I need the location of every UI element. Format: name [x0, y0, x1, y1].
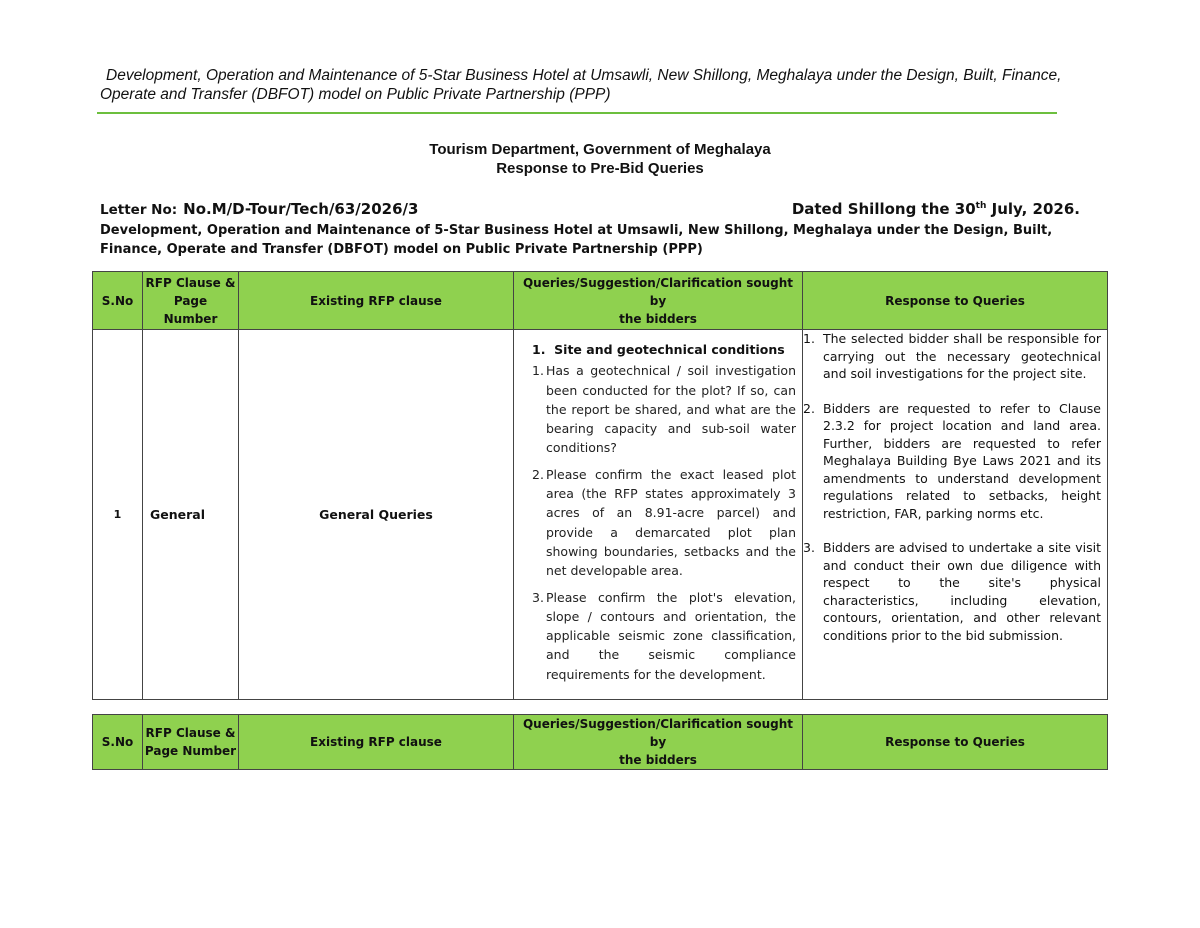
- header-queries-line1: Queries/Suggestion/Clarification sought by: [522, 717, 793, 749]
- queries-table: [92, 271, 1108, 700]
- query-text: Please confirm the exact leased plot area (the RFP states approximately 3 acres of an 8.91-acre parcel) and provide a demarcated plot plan showing boundaries, setbacks and the net developable area.: [546, 466, 796, 579]
- running-header: [100, 66, 1110, 104]
- table-row: [93, 330, 1108, 700]
- date-prefix: Dated Shillong the 30: [791, 200, 976, 218]
- query-heading-num: 1.: [532, 342, 546, 357]
- letter-date: [792, 200, 1080, 218]
- header-queries: [514, 272, 803, 330]
- letter-line: [100, 200, 1080, 220]
- table-header-row: [93, 715, 1108, 770]
- header-existing: Existing RFP clause: [239, 272, 514, 330]
- row-queries: [514, 330, 803, 700]
- doc-title: Response to Pre-Bid Queries: [496, 160, 704, 177]
- query-text: Has a geotechnical / soil investigation been conducted for the plot? If so, can the report be shared, and what are the bearing capacity and sub-soil water conditions?: [546, 363, 796, 456]
- date-suffix-sup: th: [975, 201, 987, 211]
- header-queries: [514, 715, 803, 770]
- response-num: 3.: [803, 540, 815, 555]
- response-text: Bidders are advised to undertake a site visit and conduct their own due diligence with respect to the site's physical characteristics, including elevation, contours, orientation, and other relevant conditions prior to the bid submission.: [823, 540, 1101, 643]
- header-clause-line1: RFP Clause &: [145, 726, 236, 740]
- header-queries-line2: the bidders: [619, 311, 697, 326]
- letter-label: Letter No:: [100, 202, 178, 218]
- header-divider: [97, 112, 1057, 114]
- running-header-line1: Development, Operation and Maintenance of 5-Star Business Hotel at Umsawli, New Shillong, Meghalaya under the Design, Built, Finance,: [106, 67, 1062, 84]
- running-header-line2: Operate and Transfer (DBFOT) model on Public Private Partnership (PPP): [100, 86, 611, 103]
- row-existing-clause: General Queries: [239, 330, 514, 700]
- header-clause: [143, 715, 239, 770]
- row-sno: 1: [93, 330, 143, 700]
- org-title: Tourism Department, Government of Meghalaya: [429, 141, 771, 158]
- header-clause-line1: RFP Clause &: [145, 275, 236, 290]
- row-responses: [803, 330, 1108, 700]
- table-header-row: [93, 272, 1108, 330]
- header-existing: Existing RFP clause: [239, 715, 514, 770]
- response-text: Bidders are requested to refer to Clause 2.3.2 for project location and land area. Further, bidders are requested to refer Meghalaya Building Bye Laws 2021 and its amendments to understand development regulations related to setbacks, height restriction, FAR, parking norms etc.: [823, 400, 1101, 521]
- query-num: 1.: [532, 363, 544, 379]
- query-item: [532, 465, 796, 581]
- header-sno: S.No: [93, 272, 143, 330]
- header-response: Response to Queries: [803, 715, 1108, 770]
- header-response: Response to Queries: [803, 272, 1108, 330]
- row-clause: General: [143, 330, 239, 700]
- query-item: [532, 588, 796, 684]
- query-heading-text: Site and geotechnical conditions: [554, 342, 785, 357]
- header-clause-line3: Number: [163, 311, 218, 326]
- subject-line: Development, Operation and Maintenance of 5-Star Business Hotel at Umsawli, New Shillong, Meghalaya under the Design, Built, Finance, Operate and Transfer (DBFOT) model on Public Private Partnership (PPP): [100, 223, 1053, 257]
- response-item: [803, 400, 1101, 523]
- header-queries-line2: the bidders: [619, 753, 697, 767]
- query-heading: [532, 340, 796, 359]
- header-queries-line1: Queries/Suggestion/Clarification sought by: [522, 275, 793, 308]
- response-num: 2.: [803, 400, 815, 416]
- letter-number-value: No.M/D-Tour/Tech/63/2026/3: [183, 200, 419, 218]
- header-clause: [143, 272, 239, 330]
- header-sno: S.No: [93, 715, 143, 770]
- header-clause-line2: Page Number: [144, 744, 237, 758]
- header-clause-line2: Page: [173, 293, 208, 308]
- query-num: 3.: [532, 589, 544, 605]
- response-text: The selected bidder shall be responsible for carrying out the necessary geotechnical and soil investigations for the project site.: [823, 331, 1101, 381]
- response-item: [803, 539, 1101, 644]
- response-num: 1.: [803, 331, 815, 346]
- query-item: [532, 361, 796, 457]
- queries-table-continued: [92, 714, 1108, 770]
- query-text: Please confirm the plot's elevation, slope / contours and orientation, the applicable seismic zone classification, and the seismic compliance requirements for the development.: [546, 589, 796, 682]
- response-item: [803, 330, 1101, 383]
- letter-number: [100, 200, 418, 218]
- query-num: 2.: [532, 466, 544, 482]
- date-suffix: July, 2026.: [986, 200, 1080, 218]
